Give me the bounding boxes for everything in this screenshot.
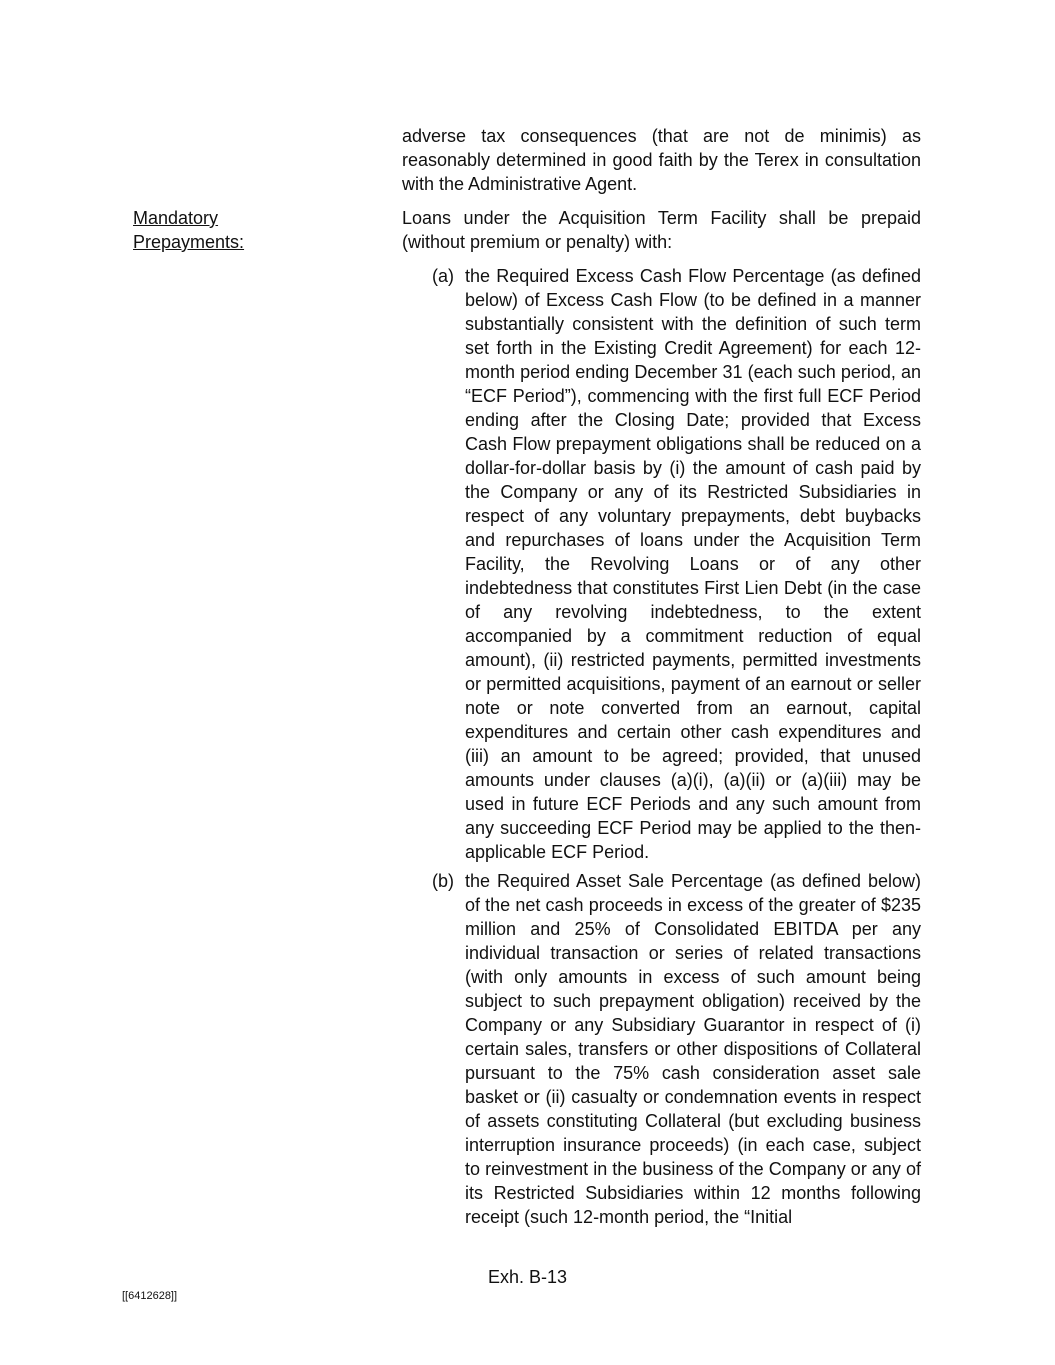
intro-paragraph: adverse tax consequences (that are not de minimis) as reasonably determined in good faith by the Terex in consultation with the Administrative Agent.: [402, 126, 921, 194]
section-lead-paragraph: Loans under the Acquisition Term Facility shall be prepaid (without premium or penalty) with:: [402, 208, 921, 252]
section-heading-line-2: Prepayments:: [133, 232, 245, 252]
section-heading-mandatory-prepayments: [133, 206, 283, 254]
clause-text: the Required Asset Sale Percentage (as defined below) of the net cash proceeds in excess of the greater of $235 million and 25% of Consolidated EBITDA per any individual transaction or series of related transactions (with only amounts in excess of such amount being subject to such prepayment obligation) received by the Company or any Subsidiary Guarantor in respect of (i) certain sales, transfers or other dispositions of Collateral pursuant to the 75% cash consideration asset sale basket or (ii) casualty or condemnation events in respect of assets constituting Collateral (but excluding business interruption insurance proceeds) (in each case, subject to reinvestment in the business of the Company or any of its Restricted Subsidiaries within 12 months following receipt (such 12-month period, the “Initial: [465, 871, 921, 1227]
page-number: Exh. B-13: [487, 1267, 568, 1287]
clause-marker: (b): [432, 871, 454, 891]
section-heading-line-1: Mandatory: [133, 208, 219, 228]
clause-a: [432, 264, 921, 864]
clause-text: the Required Excess Cash Flow Percentage (as defined below) of Excess Cash Flow (to be defined in a manner substantially consistent with the definition of such term set forth in the Existing Credit Agreement) for each 12-month period ending December 31 (each such period, an “ECF Period”), commencing with the first full ECF Period ending after the Closing Date; provided that Excess Cash Flow prepayment obligations shall be reduced on a dollar-for-dollar basis by (i) the amount of cash paid by the Company or any of its Restricted Subsidiaries in respect of any voluntary prepayments, debt buybacks and repurchases of loans under the Acquisition Term Facility, the Revolving Loans or of any other indebtedness that constitutes First Lien Debt (in the case of any revolving indebtedness, to the extent accompanied by a commitment reduction of equal amount), (ii) restricted payments, permitted investments or permitted acquisitions, payment of an earnout or seller note or note converted from an earnout, capital expenditures and certain other cash expenditures and (iii) an amount to be agreed; provided, that unused amounts under clauses (a)(i), (a)(ii) or (a)(iii) may be used in future ECF Periods and any such amount from any succeeding ECF Period may be applied to the then-applicable ECF Period.: [465, 266, 921, 862]
clause-b: [432, 869, 921, 1229]
clause-marker: (a): [432, 266, 454, 286]
document-id: [[6412628]]: [122, 1290, 178, 1302]
